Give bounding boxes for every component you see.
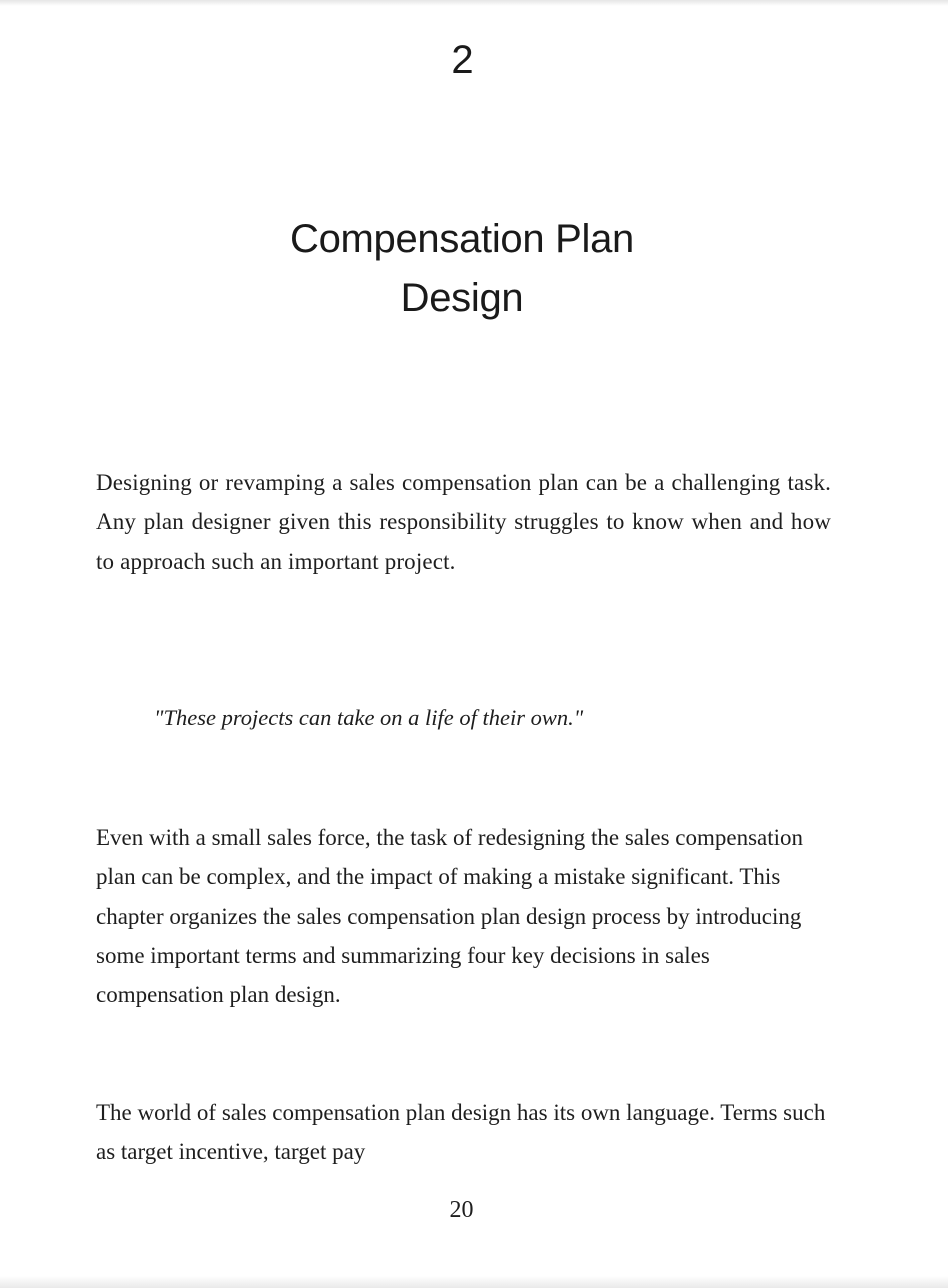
chapter-title-line-1: Compensation Plan bbox=[289, 217, 634, 261]
chapter-title bbox=[262, 210, 662, 328]
chapter-title-line-2: Design bbox=[400, 276, 524, 320]
body-paragraph-2: Even with a small sales force, the task of redesigning the sales compensation plan can be complex, and the impact of making a mistake significant. This chapter organizes the sales compensation plan design process by introducing some important terms and summarizing four key decisions in sales compensation plan design. bbox=[96, 825, 804, 1008]
chapter-number: 2 bbox=[451, 38, 474, 82]
body-paragraph-3: The world of sales compensation plan design has its own language. Terms such as target incentive, target pay bbox=[96, 1100, 826, 1165]
page-bottom-edge bbox=[0, 1276, 948, 1288]
page-number: 20 bbox=[449, 1197, 474, 1223]
body-paragraph-1: Designing or revamping a sales compensation plan can be a challenging task. Any plan designer given this responsibility struggles to know when and how to approach such an important project. bbox=[96, 470, 831, 574]
pull-quote: "These projects can take on a life of their own." bbox=[154, 705, 584, 730]
page-top-edge bbox=[0, 0, 948, 6]
